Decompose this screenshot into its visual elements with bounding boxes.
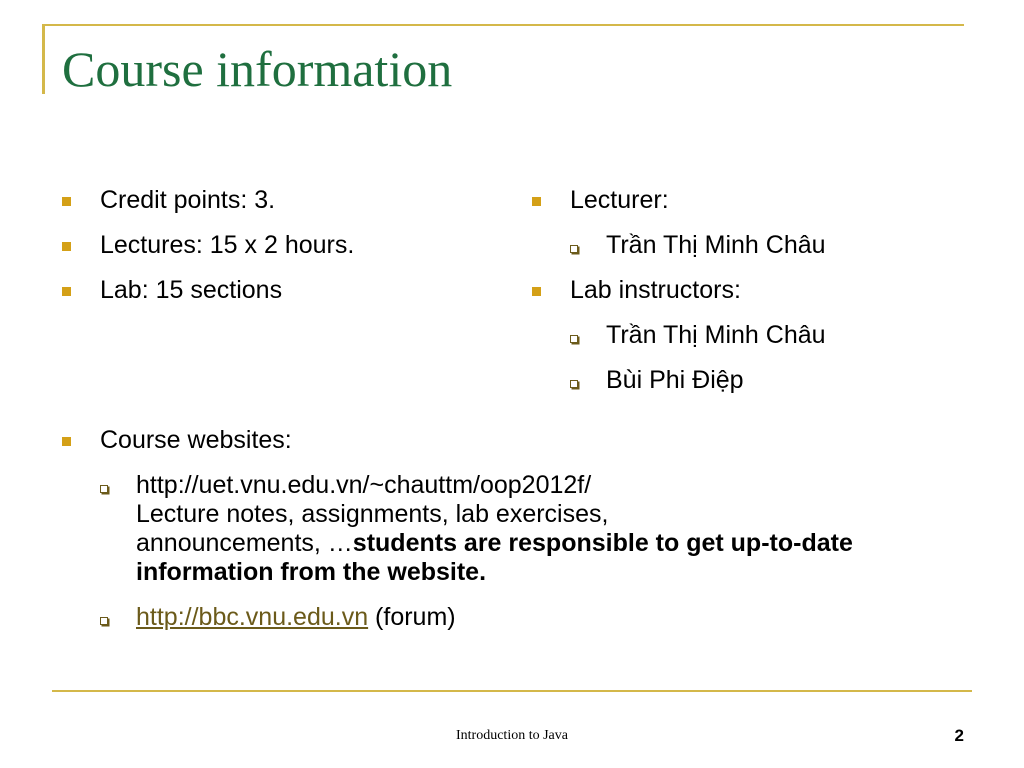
hollow-square-bullet-icon — [570, 335, 578, 343]
forum-link[interactable]: http://bbc.vnu.edu.vn — [136, 603, 369, 631]
left-accent-line — [42, 24, 45, 94]
sub-list-item — [570, 231, 972, 260]
responsibility-note: students are responsible to get up-to-date information from the website. — [136, 529, 853, 586]
hollow-square-bullet-icon — [570, 245, 578, 253]
left-column — [62, 186, 482, 321]
sub-list-item — [570, 321, 972, 350]
instructor-name: Bùi Phi Điệp — [606, 366, 744, 394]
hollow-square-bullet-icon — [570, 380, 578, 388]
sub-list-item — [100, 471, 936, 587]
list-item — [62, 231, 482, 260]
list-item — [62, 426, 972, 455]
lectures-text: Lectures: 15 x 2 hours. — [100, 231, 355, 259]
list-item — [532, 186, 972, 215]
website-description-cont: announcements, … — [136, 529, 353, 557]
hollow-square-bullet-icon — [100, 485, 108, 493]
lecturer-name: Trần Thị Minh Châu — [606, 231, 826, 259]
square-bullet-icon — [62, 197, 71, 206]
course-website-url: http://uet.vnu.edu.vn/~chauttm/oop2012f/ — [136, 471, 592, 499]
credit-points-text: Credit points: 3. — [100, 186, 276, 214]
footer-title: Introduction to Java — [456, 728, 568, 743]
list-item — [62, 186, 482, 215]
sub-list-item — [100, 603, 972, 632]
slide-title: Course information — [62, 41, 453, 97]
lab-text: Lab: 15 sections — [100, 276, 283, 304]
square-bullet-icon — [62, 437, 71, 446]
square-bullet-icon — [62, 287, 71, 296]
forum-suffix: (forum) — [368, 603, 456, 631]
hollow-square-bullet-icon — [100, 617, 108, 625]
lecturer-label: Lecturer: — [570, 186, 669, 214]
websites-section — [62, 426, 972, 648]
websites-label: Course websites: — [100, 426, 292, 454]
list-item — [532, 276, 972, 305]
square-bullet-icon — [532, 197, 541, 206]
sub-list-item — [570, 366, 972, 395]
bottom-accent-line — [52, 690, 972, 692]
square-bullet-icon — [62, 242, 71, 251]
website-description: Lecture notes, assignments, lab exercises, — [136, 500, 609, 528]
top-accent-line — [44, 24, 964, 26]
lab-instructors-label: Lab instructors: — [570, 276, 741, 304]
square-bullet-icon — [532, 287, 541, 296]
page-number: 2 — [954, 726, 964, 745]
right-column — [532, 186, 972, 411]
instructor-name: Trần Thị Minh Châu — [606, 321, 826, 349]
list-item — [62, 276, 482, 305]
